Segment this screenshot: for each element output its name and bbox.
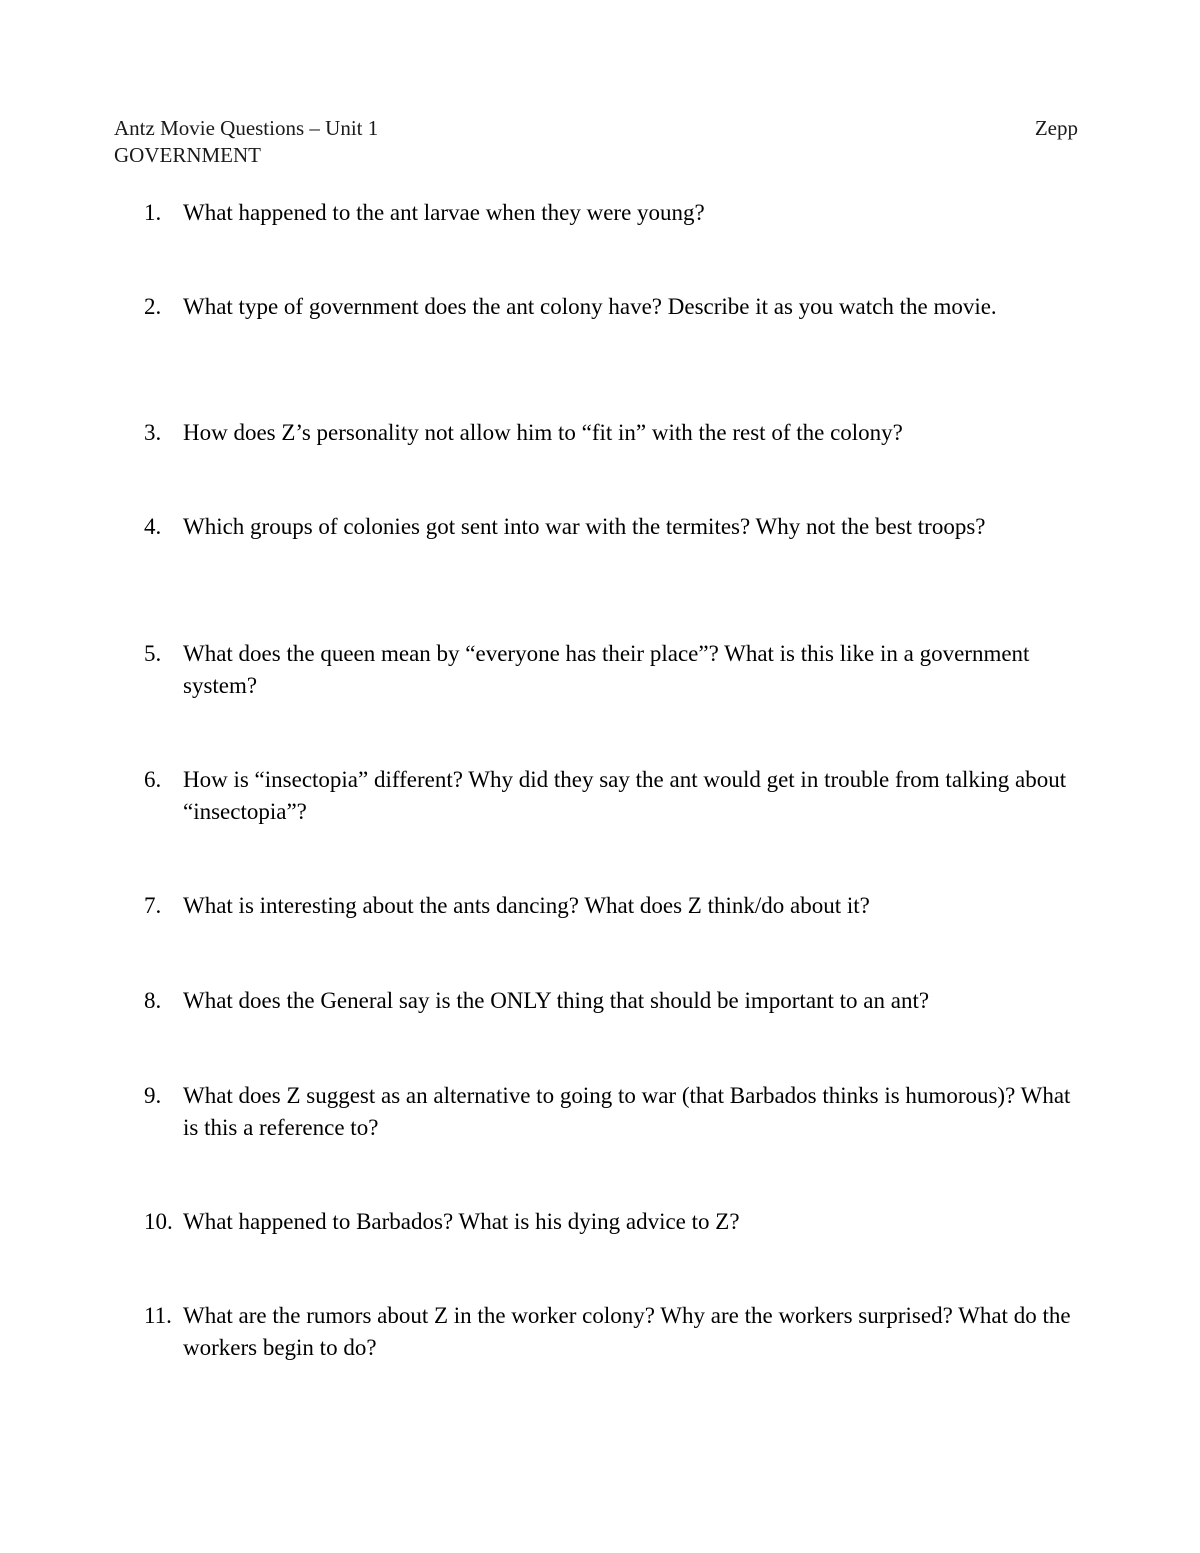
question-number: 1. [144, 200, 162, 225]
question-number: 7. [144, 893, 162, 918]
question-text: What does the General say is the ONLY thing that should be important to an ant? [183, 988, 930, 1013]
question-text: What type of government does the ant colony have? Describe it as you watch the movie. [183, 294, 997, 319]
question-number: 3. [144, 420, 162, 445]
question-number: 2. [144, 294, 162, 319]
author-name: Zepp [1034, 116, 1078, 140]
question-text: How is “insectopia” different? Why did they say the ant would get in trouble from talking about “insectopia”? [183, 767, 1067, 824]
worksheet-subtitle: GOVERNMENT [114, 143, 261, 167]
question-text: What does the queen mean by “everyone has their place”? What is this like in a government system? [183, 641, 1030, 698]
worksheet-title: Antz Movie Questions – Unit 1 [114, 116, 379, 140]
question-number: 9. [144, 1083, 162, 1108]
question-text: What is interesting about the ants dancing? What does Z think/do about it? [183, 893, 870, 918]
question-number: 8. [144, 988, 162, 1013]
question-number: 10. [144, 1209, 173, 1234]
question-text: What are the rumors about Z in the worker colony? Why are the workers surprised? What do the workers begin to do? [183, 1303, 1071, 1360]
question-number: 5. [144, 641, 162, 666]
question-text: How does Z’s personality not allow him to “fit in” with the rest of the colony? [183, 420, 903, 445]
question-text: What does Z suggest as an alternative to going to war (that Barbados thinks is humorous)? What is this a reference to? [183, 1083, 1071, 1140]
question-text: What happened to Barbados? What is his dying advice to Z? [183, 1209, 740, 1234]
question-number: 6. [144, 767, 162, 792]
question-number: 11. [144, 1303, 172, 1328]
question-number: 4. [144, 514, 162, 539]
question-text: What happened to the ant larvae when they were young? [183, 200, 705, 225]
question-text: Which groups of colonies got sent into war with the termites? Why not the best troops? [183, 514, 986, 539]
